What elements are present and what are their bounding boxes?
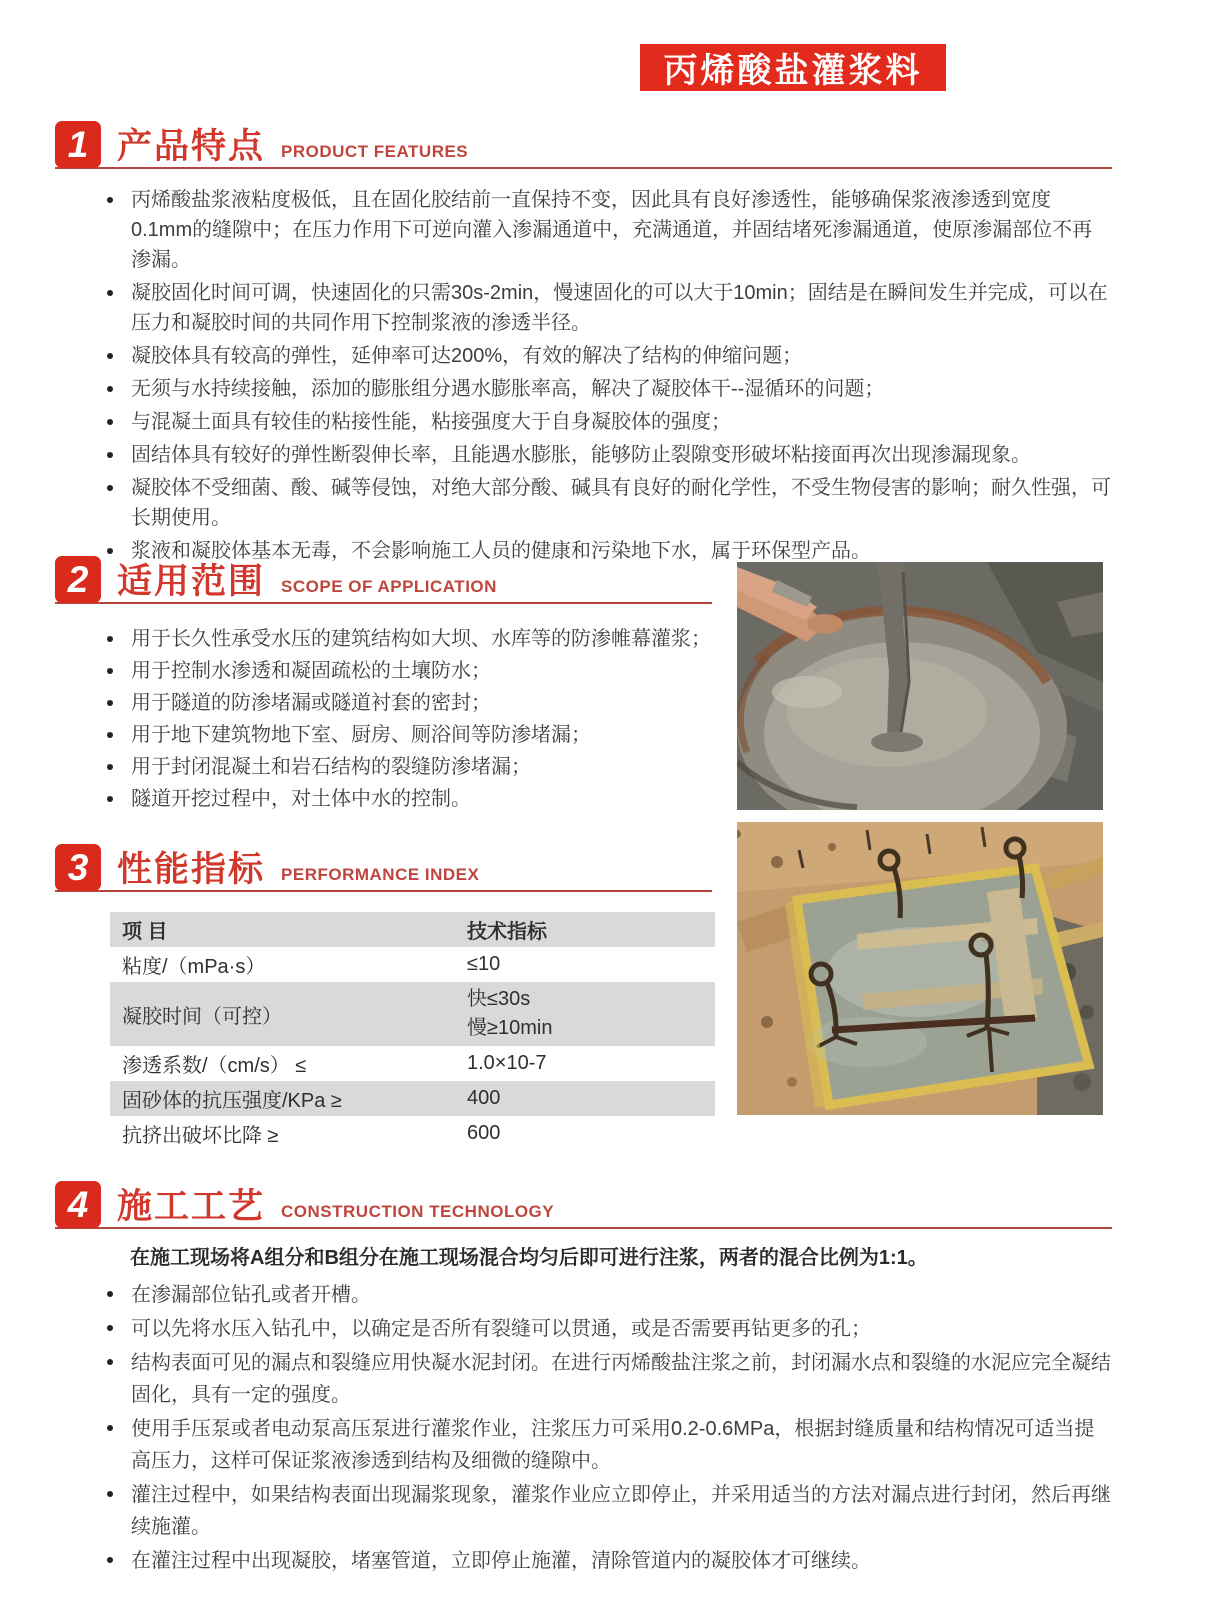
- section-header: [55, 121, 1112, 169]
- list-item: 隧道开挖过程中，对土体中水的控制。: [105, 784, 712, 815]
- section-construction-technology: [55, 1181, 1112, 1579]
- slurry-mixing-photo-illustration: [737, 562, 1103, 810]
- table-header-item: 项 目: [122, 921, 168, 943]
- section-number-badge: 1: [55, 121, 101, 168]
- table-cell-item: 渗透系数/（cm/s） ≤: [122, 1055, 307, 1077]
- list-item: 用于长久性承受水压的建筑结构如大坝、水库等的防渗帷幕灌浆；: [105, 624, 712, 655]
- list-item: 灌注过程中，如果结构表面出现漏浆现象，灌浆作业应立即停止，并采用适当的方法对漏点进行封闭，然后再继续施灌。: [105, 1479, 1112, 1543]
- concrete-formwork-photo-illustration: [737, 822, 1103, 1115]
- table-cell-item: 固砂体的抗压强度/KPa ≥: [122, 1090, 342, 1112]
- list-item: 使用手压泵或者电动泵高压泵进行灌浆作业，注浆压力可采用0.2-0.6MPa，根据封缝质量和结构情况可适当提高压力，这样可保证浆液渗透到结构及细微的缝隙中。: [105, 1413, 1112, 1477]
- section-number-badge: 3: [55, 844, 101, 891]
- section-header: [55, 1181, 1112, 1229]
- section-subtitle: SCOPE OF APPLICATION: [281, 577, 497, 596]
- concrete-formwork-photo: [737, 822, 1103, 1115]
- value-line-fast: 快≤30s: [467, 988, 531, 1010]
- product-title: 丙烯酸盐灌浆料: [663, 52, 923, 90]
- list-item: 无须与水持续接触，添加的膨胀组分遇水膨胀率高，解决了凝胶体干--湿循环的问题；: [105, 374, 1112, 404]
- list-item: 结构表面可见的漏点和裂缝应用快凝水泥封闭。在进行丙烯酸盐注浆之前，封闭漏水点和裂缝的水泥应完全凝结固化，具有一定的强度。: [105, 1347, 1112, 1411]
- section-subtitle: PRODUCT FEATURES: [281, 142, 469, 161]
- table-row: [110, 1081, 715, 1116]
- list-item: 在渗漏部位钻孔或者开槽。: [105, 1279, 1112, 1311]
- list-item: 可以先将水压入钻孔中，以确定是否所有裂缝可以贯通，或是否需要再钻更多的孔；: [105, 1313, 1112, 1345]
- table-cell-item: 凝胶时间（可控）: [122, 1005, 282, 1028]
- table-cell-value: 1.0×10-7: [467, 1052, 547, 1074]
- application-list: [55, 624, 712, 815]
- list-item: 丙烯酸盐浆液粘度极低，且在固化胶结前一直保持不变，因此具有良好渗透性，能够确保浆液渗透到宽度0.1mm的缝隙中；在压力作用下可逆向灌入渗漏通道中，充满通道，并固结堵死渗漏通道，使原渗漏部位不再渗漏。: [105, 185, 1112, 275]
- section-scope-of-application: [55, 556, 712, 816]
- section-header: [55, 556, 712, 604]
- section-product-features: [55, 121, 1112, 569]
- mixing-ratio-note: 在施工现场将A组分和B组分在施工现场混合均匀后即可进行注浆，两者的混合比例为1:1。: [130, 1247, 928, 1269]
- section-subtitle: PERFORMANCE INDEX: [281, 865, 480, 884]
- table-cell-value: 600: [467, 1122, 501, 1144]
- list-item: 用于地下建筑物地下室、厨房、厕浴间等防渗堵漏；: [105, 720, 712, 751]
- construction-steps-list: [55, 1279, 1112, 1577]
- section-title: 产品特点: [117, 127, 266, 166]
- section-title: 性能指标: [117, 850, 266, 889]
- slurry-mixing-photo: [737, 562, 1103, 810]
- table-cell-value: ≤10: [467, 953, 501, 975]
- section-number-badge: 4: [55, 1181, 101, 1228]
- product-title-banner: [640, 44, 946, 91]
- performance-table: [110, 912, 715, 1151]
- table-header-value: 技术指标: [467, 921, 547, 943]
- section-subtitle: CONSTRUCTION TECHNOLOGY: [281, 1202, 555, 1221]
- table-cell-item: 抗挤出破坏比降 ≥: [122, 1125, 279, 1147]
- list-item: 固结体具有较好的弹性断裂伸长率，且能遇水膨胀，能够防止裂隙变形破坏粘接面再次出现渗漏现象。: [105, 440, 1112, 470]
- list-item: 凝胶体具有较高的弹性，延伸率可达200%，有效的解决了结构的伸缩问题；: [105, 341, 1112, 371]
- table-cell-value: 400: [467, 1087, 501, 1109]
- section-title: 适用范围: [117, 562, 266, 601]
- list-item: 与混凝土面具有较佳的粘接性能，粘接强度大于自身凝胶体的强度；: [105, 407, 1112, 437]
- feature-list: [55, 185, 1112, 566]
- list-item: 在灌注过程中出现凝胶，堵塞管道，立即停止施灌，清除管道内的凝胶体才可继续。: [105, 1545, 1112, 1577]
- section-header: [55, 844, 712, 892]
- section-number-badge: 2: [55, 556, 101, 603]
- list-item: 凝胶固化时间可调，快速固化的只需30s-2min，慢速固化的可以大于10min；固结是在瞬间发生并完成，可以在压力和凝胶时间的共同作用下控制浆液的渗透半径。: [105, 278, 1112, 338]
- table-row: [110, 947, 715, 982]
- table-row: [110, 1116, 715, 1151]
- list-item: 浆液和凝胶体基本无毒，不会影响施工人员的健康和污染地下水，属于环保型产品。: [105, 536, 1112, 566]
- table-row: [110, 982, 715, 1046]
- section-title: 施工工艺: [117, 1187, 266, 1226]
- list-item: 用于隧道的防渗堵漏或隧道衬套的密封；: [105, 688, 712, 719]
- list-item: 用于封闭混凝土和岩石结构的裂缝防渗堵漏；: [105, 752, 712, 783]
- table-cell-item: 粘度/（mPa·s）: [122, 956, 266, 978]
- value-line-slow: 慢≥10min: [467, 1017, 553, 1039]
- section-performance-index: [55, 844, 712, 1151]
- list-item: 凝胶体不受细菌、酸、碱等侵蚀，对绝大部分酸、碱具有良好的耐化学性，不受生物侵害的影响；耐久性强，可长期使用。: [105, 473, 1112, 533]
- table-row: [110, 1046, 715, 1081]
- table-header-row: [110, 912, 715, 947]
- list-item: 用于控制水渗透和凝固疏松的土壤防水；: [105, 656, 712, 687]
- table-cell-value: [455, 982, 715, 1046]
